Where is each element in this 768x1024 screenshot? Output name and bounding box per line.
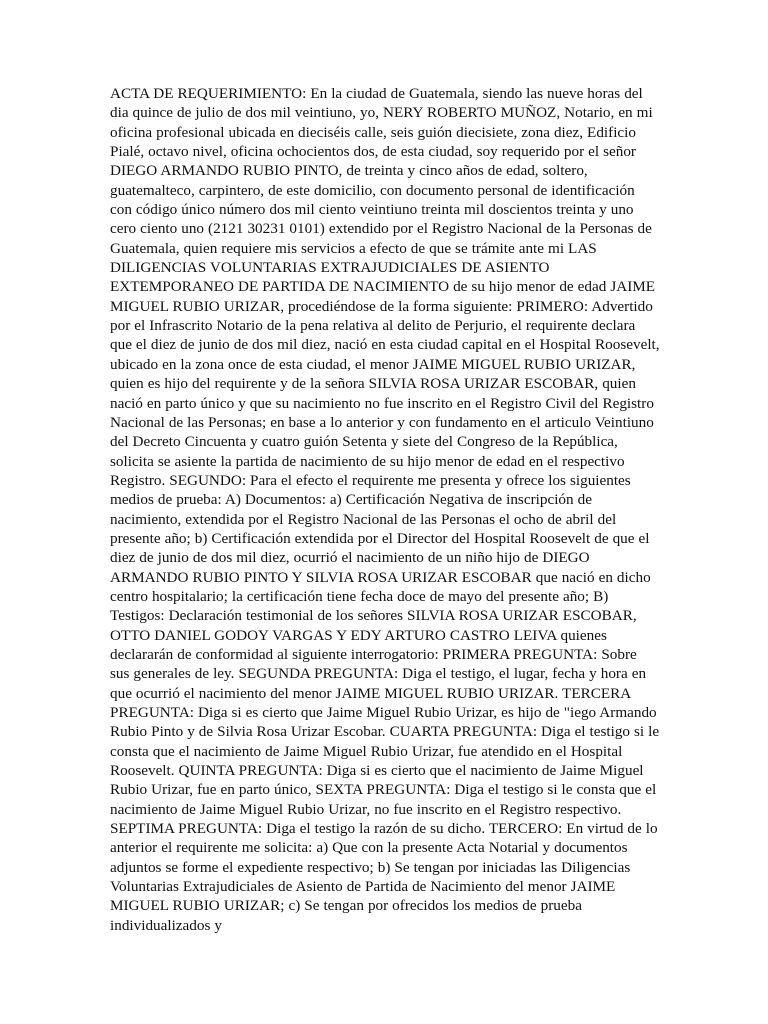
acta-paragraph: ACTA DE REQUERIMIENTO: En la ciudad de Guatemala, siendo las nueve horas del dia quince de julio de dos mil veintiuno, yo, NERY ROBERTO MUÑOZ, Notario, en mi oficina profesional ubicada en dieciséis calle, seis guión diecisiete, zona diez, Edificio Pialé, octavo nivel, oficina ochocientos dos, de esta ciudad, soy requerido por el señor DIEGO ARMANDO RUBIO PINTO, de treinta y cinco años de edad, soltero, guatemalteco, carpintero, de este domicilio, con documento personal de identificación con código único número dos mil ciento veintiuno treinta mil doscientos treinta y uno cero ciento uno (2121 30231 0101) extendido por el Registro Nacional de la Personas de Guatemala, quien requiere mis servicios a efecto de que se trámite ante mi LAS DILIGENCIAS VOLUNTARIAS EXTRAJUDICIALES DE ASIENTO EXTEMPORANEO DE PARTIDA DE NACIMIENTO de su hijo menor de edad JAIME MIGUEL RUBIO URIZAR, procediéndose de la forma siguiente: PRIMERO: Advertido por el Infrascrito Notario de la pena relativa al delito de Perjurio, el requirente declara que el diez de junio de dos mil diez, nació en esta ciudad capital en el Hospital Roosevelt, ubicado en la zona once de esta ciudad, el menor JAIME MIGUEL RUBIO URIZAR, quien es hijo del requirente y de la señora SILVIA ROSA URIZAR ESCOBAR, quien nació en parto único y que su nacimiento no fue inscrito en el Registro Civil del Registro Nacional de las Personas; en base a lo anterior y con fundamento en el articulo Veintiuno del Decreto Cincuenta y cuatro guión Setenta y siete del Congreso de la República, solicita se asiente la partida de nacimiento de su hijo menor de edad en el respectivo Registro. SEGUNDO: Para el efecto el requirente me presenta y ofrece los siguientes medios de prueba: A) Documentos: a) Certificación Negativa de inscripción de nacimiento, extendida por el Registro Nacional de las Personas el ocho de abril del presente año; b) Certificación extendida por el Director del Hospital Roosevelt de que el diez de junio de dos mil diez, ocurrió el nacimiento de un niño hijo de DIEGO ARMANDO RUBIO PINTO Y SILVIA ROSA URIZAR ESCOBAR que nació en dicho centro hospitalario; la certificación tiene fecha doce de mayo del presente año; B) Testigos: Declaración testimonial de los señores SILVIA ROSA URIZAR ESCOBAR, OTTO DANIEL GODOY VARGAS Y EDY ARTURO CASTRO LEIVA quienes declararán de conformidad al siguiente interrogatorio: PRIMERA PREGUNTA: Sobre sus generales de ley. SEGUNDA PREGUNTA: Diga el testigo, el lugar, fecha y hora en que ocurrió el nacimiento del menor JAIME MIGUEL RUBIO URIZAR. TERCERA PREGUNTA: Diga si es cierto que Jaime Miguel Rubio Urizar, es hijo de "iego Armando Rubio Pinto y de Silvia Rosa Urizar Escobar. CUARTA PREGUNTA: Diga el testigo si le consta que el nacimiento de Jaime Miguel Rubio Urizar, fue atendido en el Hospital Roosevelt. QUINTA PREGUNTA: Diga si es cierto que el nacimiento de Jaime Miguel Rubio Urizar, fue en parto único, SEXTA PREGUNTA: Diga el testigo si le consta que el nacimiento de Jaime Miguel Rubio Urizar, no fue inscrito en el Registro respectivo. SEPTIMA PREGUNTA: Diga el testigo la razón de su dicho. TERCERO: En virtud de lo anterior el requirente me solicita: a) Que con la presente Acta Notarial y documentos adjuntos se forme el expediente respectivo; b) Se tengan por iniciadas las Diligencias Voluntarias Extrajudiciales de Asiento de Partida de Nacimiento del menor JAIME MIGUEL RUBIO URIZAR; c) Se tengan por ofrecidos los medios de prueba individualizados y	[110, 85, 660, 934]
